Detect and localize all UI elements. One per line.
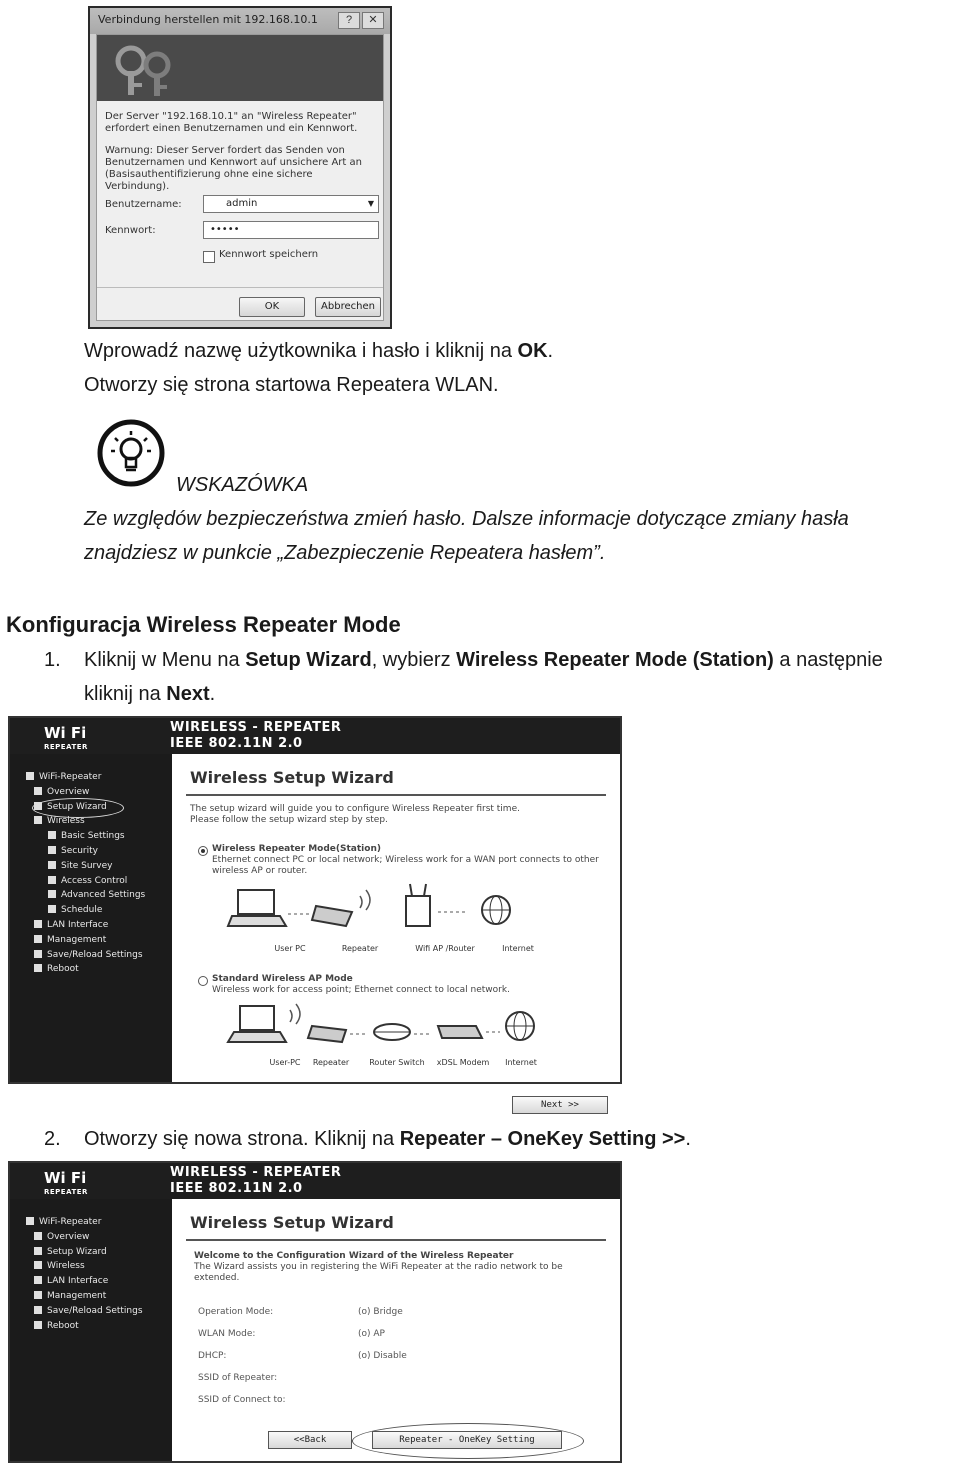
step-2-number: 2.: [44, 1128, 61, 1150]
switch-icon: [374, 1024, 410, 1040]
nav-item-reboot[interactable]: Reboot: [10, 962, 172, 977]
lightbulb-icon: [96, 418, 166, 488]
password-field[interactable]: [203, 221, 379, 239]
nav-item-basic-settings[interactable]: Basic Settings: [10, 829, 172, 844]
nav-item-wifi-repeater[interactable]: WiFi-Repeater: [10, 770, 172, 785]
setup-wizard-highlight: [32, 798, 124, 818]
nav-item-setup-wizard[interactable]: Setup Wizard: [10, 800, 172, 815]
username-field[interactable]: [203, 195, 379, 213]
password-label: Kennwort:: [105, 225, 156, 236]
instruction-line-2: Otworzy się strona startowa Repeatera WLAN.: [84, 374, 499, 396]
onekey-emphasis: Repeater – OneKey Setting >>: [399, 1128, 686, 1150]
dialog-title: Verbindung herstellen mit 192.168.10.1: [98, 13, 318, 26]
nav-item-site-survey[interactable]: Site Survey: [10, 859, 172, 874]
nav-item-security[interactable]: Security: [10, 844, 172, 859]
dhcp-label: DHCP:: [198, 1351, 227, 1361]
step-text: Otworzy się nowa strona. Kliknij na: [84, 1128, 400, 1150]
step-1-line-1: [84, 649, 883, 672]
close-icon[interactable]: ✕: [362, 12, 384, 29]
step-1-line-2: [84, 683, 215, 706]
step-text: Kliknij w Menu na: [84, 649, 246, 671]
next-emphasis: Next: [166, 683, 210, 705]
step-1-number: 1.: [44, 649, 61, 671]
ok-button[interactable]: OK: [239, 297, 305, 317]
radio-ap-mode[interactable]: [198, 976, 208, 986]
nav-item-lan-interface[interactable]: LAN Interface: [10, 918, 172, 933]
nav-item-lan-interface[interactable]: LAN Interface: [10, 1274, 172, 1289]
caption-router-switch: Router Switch: [369, 1058, 425, 1067]
nav-item-management[interactable]: Management: [10, 933, 172, 948]
welcome-desc-1: The Wizard assists you in registering the WiFi Repeater at the radio network to be: [194, 1262, 563, 1272]
repeater-icon: [312, 906, 352, 926]
dialog-body: [96, 34, 384, 321]
title-rule: [186, 1239, 606, 1241]
globe-icon: [482, 896, 510, 924]
welcome-title: Welcome to the Configuration Wizard of the Wireless Repeater: [194, 1251, 514, 1261]
router-header: [10, 1163, 620, 1199]
dialog-titlebar: [90, 8, 390, 34]
router-sidebar: [10, 1199, 172, 1461]
onekey-highlight: [352, 1423, 584, 1459]
nav-item-management[interactable]: Management: [10, 1289, 172, 1304]
router-sidebar: [10, 754, 172, 1082]
caption-repeater: Repeater: [341, 944, 379, 953]
nav-item-wireless[interactable]: Wireless: [10, 814, 172, 829]
nav-item-save-reload[interactable]: Save/Reload Settings: [10, 948, 172, 963]
punctuation: .: [547, 340, 554, 362]
page-title: Wireless Setup Wizard: [190, 768, 394, 787]
cancel-button[interactable]: Abbrechen: [315, 297, 381, 317]
wifi-logo: Wi Fi REPEATER: [44, 1169, 88, 1196]
nav-item-schedule[interactable]: Schedule: [10, 903, 172, 918]
opt1-title: Wireless Repeater Mode(Station): [212, 844, 381, 854]
punctuation: .: [209, 683, 216, 705]
radio-repeater-mode[interactable]: [198, 846, 208, 856]
nav-item-reboot[interactable]: Reboot: [10, 1319, 172, 1334]
router-icon: [406, 884, 430, 926]
tip-line-2: znajdziesz w punkcie „Zabezpieczenie Repeatera hasłem”.: [84, 542, 606, 564]
ok-emphasis: OK: [517, 340, 548, 362]
repeater-mode-emphasis: Wireless Repeater Mode (Station): [456, 649, 774, 671]
caption-wifi-ap-router: Wifi AP /Router: [415, 944, 475, 953]
next-button[interactable]: Next >>: [512, 1096, 608, 1114]
router-brand: WIRELESS - REPEATER IEEE 802.11N 2.0: [170, 720, 342, 751]
router-header: [10, 718, 620, 754]
caption-xdsl-modem: xDSL Modem: [436, 1058, 490, 1067]
tip-line-1: Ze względów bezpieczeństwa zmień hasło. Dalsze informacje dotyczące zmiany hasła: [84, 508, 849, 530]
router-screenshot-1: [8, 716, 622, 1110]
router-main: [172, 1199, 620, 1461]
opt1-diagram: [228, 882, 528, 942]
divider: [97, 287, 383, 288]
step-text: , wybierz: [371, 649, 457, 671]
setup-wizard-emphasis: Setup Wizard: [245, 649, 372, 671]
username-value: admin: [226, 198, 258, 209]
wlan-mode-label: WLAN Mode:: [198, 1329, 256, 1339]
back-button[interactable]: <<Back: [268, 1431, 352, 1449]
username-label: Benutzername:: [105, 199, 182, 210]
remember-checkbox[interactable]: [203, 251, 215, 263]
intro-line-2: Please follow the setup wizard step by step.: [190, 815, 388, 825]
intro-line-1: The setup wizard will guide you to configure Wireless Repeater first time.: [190, 804, 520, 814]
welcome-desc-2: extended.: [194, 1273, 240, 1283]
punctuation: .: [685, 1128, 691, 1150]
opt1-desc-1: Ethernet connect PC or local network; Wireless work for a WAN port connects to other: [212, 855, 599, 865]
router-brand: WIRELESS - REPEATER IEEE 802.11N 2.0: [170, 1165, 342, 1196]
nav-item-wifi-repeater[interactable]: WiFi-Repeater: [10, 1215, 172, 1230]
operation-mode-value[interactable]: (o) Bridge: [358, 1307, 403, 1317]
step-2-line: [84, 1128, 691, 1151]
caption-repeater-2: Repeater: [312, 1058, 350, 1067]
nav-item-wireless[interactable]: Wireless: [10, 1259, 172, 1274]
opt2-title: Standard Wireless AP Mode: [212, 974, 353, 984]
server-message: Der Server "192.168.10.1" an "Wireless Repeater" erfordert einen Benutzernamen und ein Kennwort.: [105, 111, 358, 134]
nav-item-overview[interactable]: Overview: [10, 1230, 172, 1245]
opt2-diagram: [228, 1002, 548, 1058]
title-rule: [186, 794, 606, 796]
login-dialog: [88, 6, 392, 329]
caption-internet: Internet: [502, 944, 534, 953]
password-value: •••••: [210, 224, 240, 235]
caption-user-pc: User PC: [274, 944, 306, 953]
opt1-desc-2: wireless AP or router.: [212, 866, 308, 876]
router-main: [172, 754, 620, 1110]
keys-icon: [109, 41, 189, 97]
warning-message: Warnung: Dieser Server fordert das Senden von Benutzernamen und Kennwort auf unsichere Art an (Basisauthentifizierung ohne eine sichere Verbindung).: [105, 145, 362, 192]
router-screenshot-2: [8, 1161, 622, 1463]
ssid-connect-label: SSID of Connect to:: [198, 1395, 286, 1405]
remember-label: Kennwort speichern: [219, 249, 319, 260]
caption-user-pc-2: User-PC: [269, 1058, 301, 1067]
globe-icon: [506, 1012, 534, 1040]
section-heading: Konfiguracja Wireless Repeater Mode: [6, 612, 401, 637]
router-nav: [10, 1215, 172, 1333]
instruction-text: Wprowadź nazwę użytkownika i hasło i kliknij na: [84, 340, 518, 362]
onekey-setting-button[interactable]: Repeater - OneKey Setting: [372, 1431, 562, 1449]
chevron-down-icon[interactable]: ▼: [367, 199, 374, 208]
operation-mode-label: Operation Mode:: [198, 1307, 274, 1317]
laptop-icon: [228, 890, 286, 926]
dialog-banner: [97, 35, 383, 101]
opt2-desc: Wireless work for access point; Ethernet connect to local network.: [212, 985, 510, 995]
dhcp-value[interactable]: (o) Disable: [358, 1351, 407, 1361]
wifi-logo: Wi Fi REPEATER: [44, 724, 88, 751]
nav-item-overview[interactable]: Overview: [10, 785, 172, 800]
page-title: Wireless Setup Wizard: [190, 1213, 394, 1232]
tip-label: WSKAZÓWKA: [176, 474, 309, 496]
nav-item-access-control[interactable]: Access Control: [10, 874, 172, 889]
nav-item-advanced-settings[interactable]: Advanced Settings: [10, 888, 172, 903]
nav-item-save-reload[interactable]: Save/Reload Settings: [10, 1304, 172, 1319]
step-text: a następnie: [773, 649, 883, 671]
modem-icon: [438, 1026, 482, 1038]
laptop-icon: [228, 1006, 286, 1042]
wlan-mode-value[interactable]: (o) AP: [358, 1329, 385, 1339]
caption-internet-2: Internet: [505, 1058, 537, 1067]
nav-item-setup-wizard[interactable]: Setup Wizard: [10, 1245, 172, 1260]
ssid-repeater-label: SSID of Repeater:: [198, 1373, 278, 1383]
step-text: kliknij na: [84, 683, 167, 705]
help-icon[interactable]: ?: [338, 12, 360, 29]
instruction-line-1: [84, 340, 553, 363]
repeater-icon: [308, 1026, 346, 1042]
